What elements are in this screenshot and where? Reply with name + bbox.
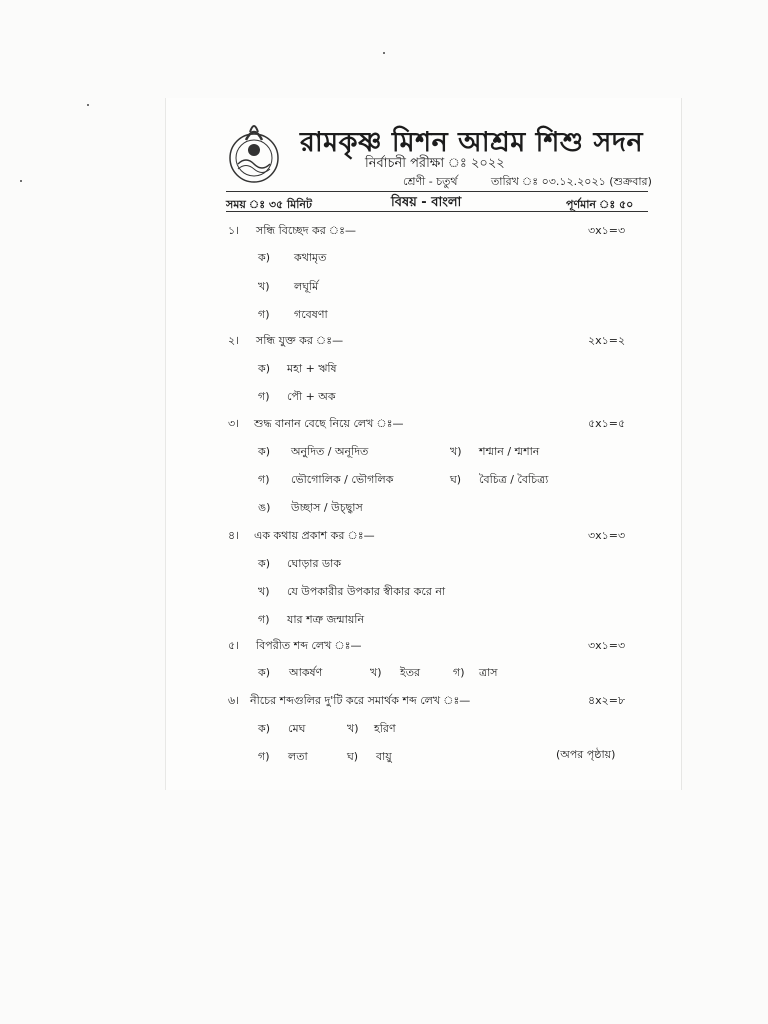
q4-item-text: যার শত্রু জন্মায়নি [287, 613, 365, 626]
q6-number: ৬। [228, 694, 240, 707]
continued-note: (অপর পৃষ্ঠায়) [556, 748, 616, 761]
scan-speck [20, 180, 22, 182]
q3-item-label: খ) [450, 445, 462, 458]
q2-number: ২। [228, 334, 240, 347]
q3-number: ৩। [228, 417, 240, 430]
q4-item-text: যে উপকারীর উপকার স্বীকার করে না [287, 585, 446, 598]
q6-item-label: ঘ) [347, 750, 359, 763]
q5-item-label: গ) [453, 666, 465, 679]
header-rule-bottom [226, 211, 648, 212]
q2-item-text: মহা + ঋষি [287, 362, 337, 375]
q5-item-text: ত্রাস [479, 666, 498, 679]
q1-item-text: গবেষণা [294, 308, 328, 321]
scan-speck [87, 104, 89, 106]
q1-item-text: লঘূর্মি [294, 280, 319, 293]
q4-item-text: ঘোড়ার ডাক [287, 557, 342, 570]
q6-item-text: লতা [288, 750, 308, 763]
q3-item-text: ভৌগোলিক / ভৌগলিক [291, 473, 394, 486]
q3-marks: ৫x১=৫ [588, 417, 626, 430]
q1-item-text: কথামৃত [294, 251, 327, 264]
q3-item-text: অনুদিত / অনূদিত [291, 445, 369, 458]
scan-speck [383, 52, 385, 54]
q4-marks: ৩x১=৩ [588, 529, 626, 542]
header-rule-top [226, 191, 648, 192]
q3-item-label: ক) [258, 445, 270, 458]
q2-marks: ২x১=২ [588, 334, 626, 347]
q2-item-label: ক) [258, 362, 270, 375]
full-marks: পূর্ণমান ঃ ৫০ [566, 198, 634, 211]
q5-item-text: আকর্ষণ [289, 666, 323, 679]
q1-number: ১। [228, 224, 240, 237]
q5-text: বিপরীত শব্দ লেখ ঃ— [256, 639, 362, 652]
q6-item-text: বায়ু [376, 750, 392, 763]
q6-marks: ৪x২=৮ [588, 694, 626, 707]
q3-item-label: ঘ) [450, 473, 462, 486]
q1-item-label: খ) [258, 280, 270, 293]
q3-text: শুদ্ধ বানান বেছে নিয়ে লেখ ঃ— [254, 417, 404, 430]
q4-item-label: গ) [258, 613, 270, 626]
q3-item-text: শশ্মান / শ্মশান [479, 445, 540, 458]
exam-name: নির্বাচনী পরীক্ষা ঃ ২০২২ [365, 156, 505, 171]
class-label: শ্রেণী - চতুর্থ [403, 175, 458, 188]
exam-time: সময় ঃ ৩৫ মিনিট [226, 198, 312, 211]
mission-emblem-icon [226, 120, 282, 186]
q3-item-text: বৈচিত্র / বৈচিত্র্য [479, 473, 549, 486]
q5-number: ৫। [228, 639, 240, 652]
q4-item-label: খ) [258, 585, 270, 598]
q6-item-text: মেঘ [288, 722, 306, 735]
q2-item-text: পৌ + অক [287, 390, 336, 403]
q5-item-text: ইতর [400, 666, 421, 679]
q6-item-text: হরিণ [374, 722, 396, 735]
q5-item-label: খ) [370, 666, 382, 679]
q4-number: ৪। [228, 529, 240, 542]
q2-text: সন্ধি যুক্ত কর ঃ— [256, 334, 344, 347]
q3-item-label: ঙ) [258, 501, 271, 514]
q5-item-label: ক) [258, 666, 270, 679]
q6-text: নীচের শব্দগুলির দু'টি করে সমার্থক শব্দ লেখ ঃ— [250, 694, 471, 707]
q4-item-label: ক) [258, 557, 270, 570]
q1-item-label: ক) [258, 251, 270, 264]
q4-text: এক কথায় প্রকাশ কর ঃ— [254, 529, 375, 542]
q1-text: সন্ধি বিচ্ছেদ কর ঃ— [256, 224, 356, 237]
subject-label: বিষয় - বাংলা [391, 195, 462, 210]
q3-item-label: গ) [258, 473, 270, 486]
q3-item-text: উচ্ছাস / উচ্ছ্বাস [291, 501, 363, 514]
exam-date: তারিখ ঃ ০৩.১২.২০২১ (শুক্রবার) [491, 175, 652, 188]
q6-item-label: খ) [347, 722, 359, 735]
school-title: রামকৃষ্ণ মিশন আশ্রম শিশু সদন [300, 127, 644, 158]
q6-item-label: গ) [258, 750, 270, 763]
q6-item-label: ক) [258, 722, 270, 735]
q1-item-label: গ) [258, 308, 270, 321]
q5-marks: ৩x১=৩ [588, 639, 626, 652]
q2-item-label: গ) [258, 390, 270, 403]
q1-marks: ৩x১=৩ [588, 224, 626, 237]
